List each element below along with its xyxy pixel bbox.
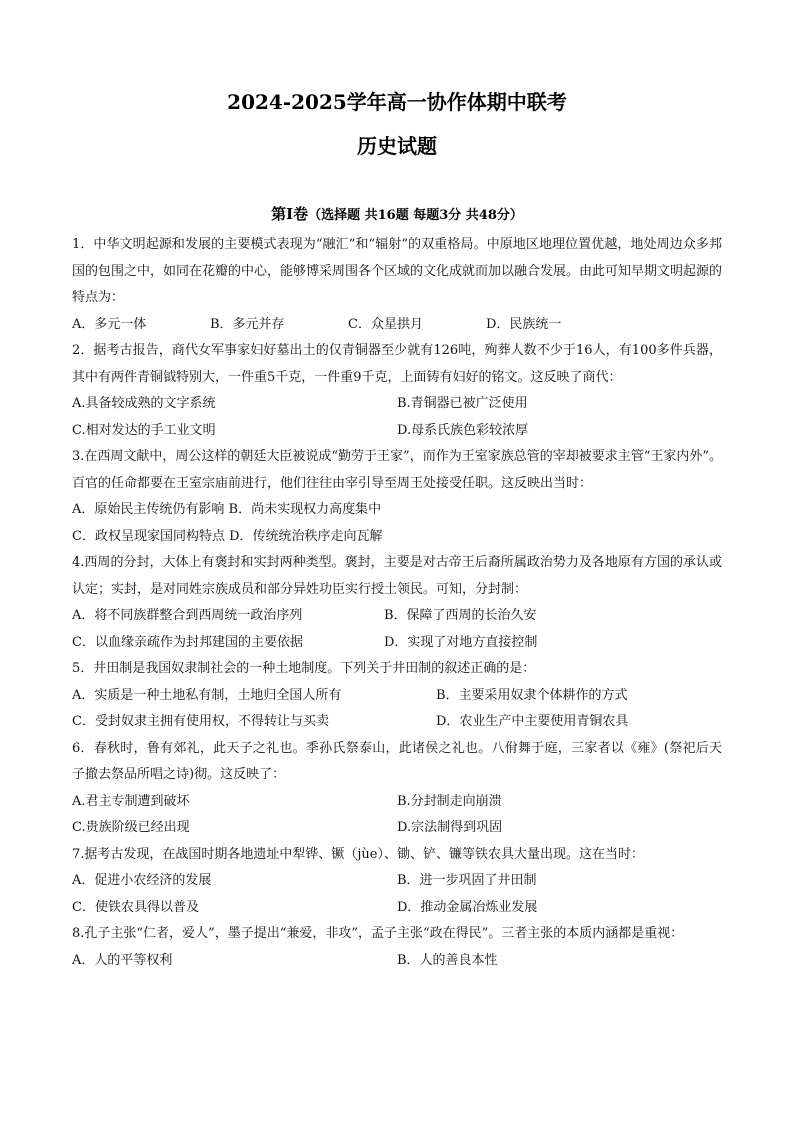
options	[72, 948, 722, 975]
option-b: B.青铜器已被广泛使用	[397, 396, 528, 411]
question-stem: 6．春秋时，鲁有郊礼，此天子之礼也。季孙氏祭泰山，此诸侯之礼也。八佾舞于庭，三家者以《雍》(祭祀后天子撤去祭品所唱之诗)彻。这反映了：	[72, 740, 722, 782]
question-stem: 8.孔子主张“仁者，爱人”，墨子提出“兼爱，非攻”，孟子主张“政在得民”。三者主张的本质内涵都是重视：	[72, 926, 684, 941]
option-cd: C．政权呈现家国同构特点 D．传统统治秩序走向瓦解	[72, 528, 383, 544]
option-b: B．主要采用奴隶个体耕作的方式	[436, 687, 628, 703]
option-b: B.分封制走向崩溃	[397, 793, 502, 809]
options	[72, 497, 722, 550]
option-a: A．实质是一种土地私有制，土地归全国人所有	[72, 687, 342, 703]
option-a: A．将不同族群整合到西周统一政治序列	[72, 608, 303, 623]
option-b: B．多元并存	[210, 316, 285, 332]
question-stem: 3.在西周文献中，周公这样的朝廷大臣被说成“勤劳于王家”，而作为王室家族总管的宰却被要求主管“王家内外”。百官的任命都要在王室宗庙前进行，他们往往由宰引导至周王处接受任职。这反映出当时：	[72, 449, 722, 491]
exam-subtitle: 历史试题	[357, 134, 437, 158]
options	[72, 868, 722, 921]
question-list	[72, 232, 722, 974]
options	[72, 683, 722, 736]
option-c: C．以血缘亲疏作为封邦建国的主要依据	[72, 634, 303, 650]
options	[72, 391, 722, 444]
option-a: A.君主专制遭到破坏	[72, 793, 190, 809]
question-stem: 7.据考古发现，在战国时期各地遗址中犁铧、镢（jùe）、锄、铲、镰等铁农具大量出现。这在当时：	[72, 846, 645, 862]
question-5	[72, 656, 722, 736]
option-a: A．促进小农经济的发展	[72, 873, 212, 888]
question-2	[72, 338, 722, 444]
option-d: D．推动金属冶炼业发展	[397, 899, 538, 915]
section-note: （选择题 共16题 每题3分 共48分）	[308, 208, 523, 223]
option-ab: A．原始民主传统仍有影响 B．尚未实现权力高度集中	[72, 502, 382, 517]
option-b: B．进一步巩固了井田制	[397, 873, 537, 888]
question-stem: 1．中华文明起源和发展的主要模式表现为“融汇”和“辐射”的双重格局。中原地区地理位置优越，地处周边众多邦国的包围之中，如同在花瓣的中心，能够博采周围各个区域的文化成就而加以融合发展。由此可知早期文明起源的特点为：	[72, 237, 723, 305]
section-name: 第Ⅰ卷	[271, 205, 309, 223]
option-c: C.相对发达的手工业文明	[72, 422, 216, 438]
question-stem: 2．据考古报告，商代女军事家妇好墓出土的仅青铜器至少就有126吨，殉葬人数不少于16人，有100多件兵器，其中有两件青铜钺特别大，一件重5千克，一件重9千克，上面铸有妇好的铭文。这反映了商代：	[72, 343, 722, 385]
option-a: A.具备较成熟的文字系统	[72, 396, 216, 411]
options	[72, 789, 722, 842]
options	[72, 312, 722, 339]
option-a: A．多元一体	[72, 316, 147, 332]
option-d: D．民族统一	[486, 316, 562, 332]
question-3	[72, 444, 722, 550]
question-8	[72, 921, 722, 974]
question-1	[72, 232, 722, 338]
option-d: D.宗法制得到巩固	[397, 820, 503, 835]
option-c: C．众星拱月	[348, 316, 423, 332]
section-heading	[0, 203, 794, 224]
question-4	[72, 550, 722, 656]
option-b: B．人的善良本性	[397, 952, 498, 968]
question-stem: 5．井田制是我国奴隶制社会的一种土地制度。下列关于井田制的叙述正确的是：	[72, 661, 536, 676]
option-d: D．农业生产中主要使用青铜农具	[436, 714, 629, 729]
option-c: C．受封奴隶主拥有使用权，不得转让与买卖	[72, 714, 329, 729]
exam-title: 2024-2025学年高一协作体期中联考	[227, 90, 567, 114]
option-d: D．实现了对地方直接控制	[384, 634, 538, 650]
question-stem: 4.西周的分封，大体上有褒封和实封两种类型。褒封，主要是对古帝王后裔所属政治势力及各地原有方国的承认或认定；实封，是对同姓宗族成员和部分异姓功臣实行授土领民。可知，分封制：	[72, 555, 722, 597]
option-d: D.母系氏族色彩较浓厚	[397, 422, 529, 438]
option-c: C.贵族阶级已经出现	[72, 820, 190, 835]
question-6	[72, 736, 722, 842]
option-a: A．人的平等权利	[72, 952, 173, 968]
option-c: C．使铁农具得以普及	[72, 899, 199, 915]
question-7	[72, 842, 722, 922]
option-b: B．保障了西周的长治久安	[384, 608, 537, 623]
options	[72, 603, 722, 656]
